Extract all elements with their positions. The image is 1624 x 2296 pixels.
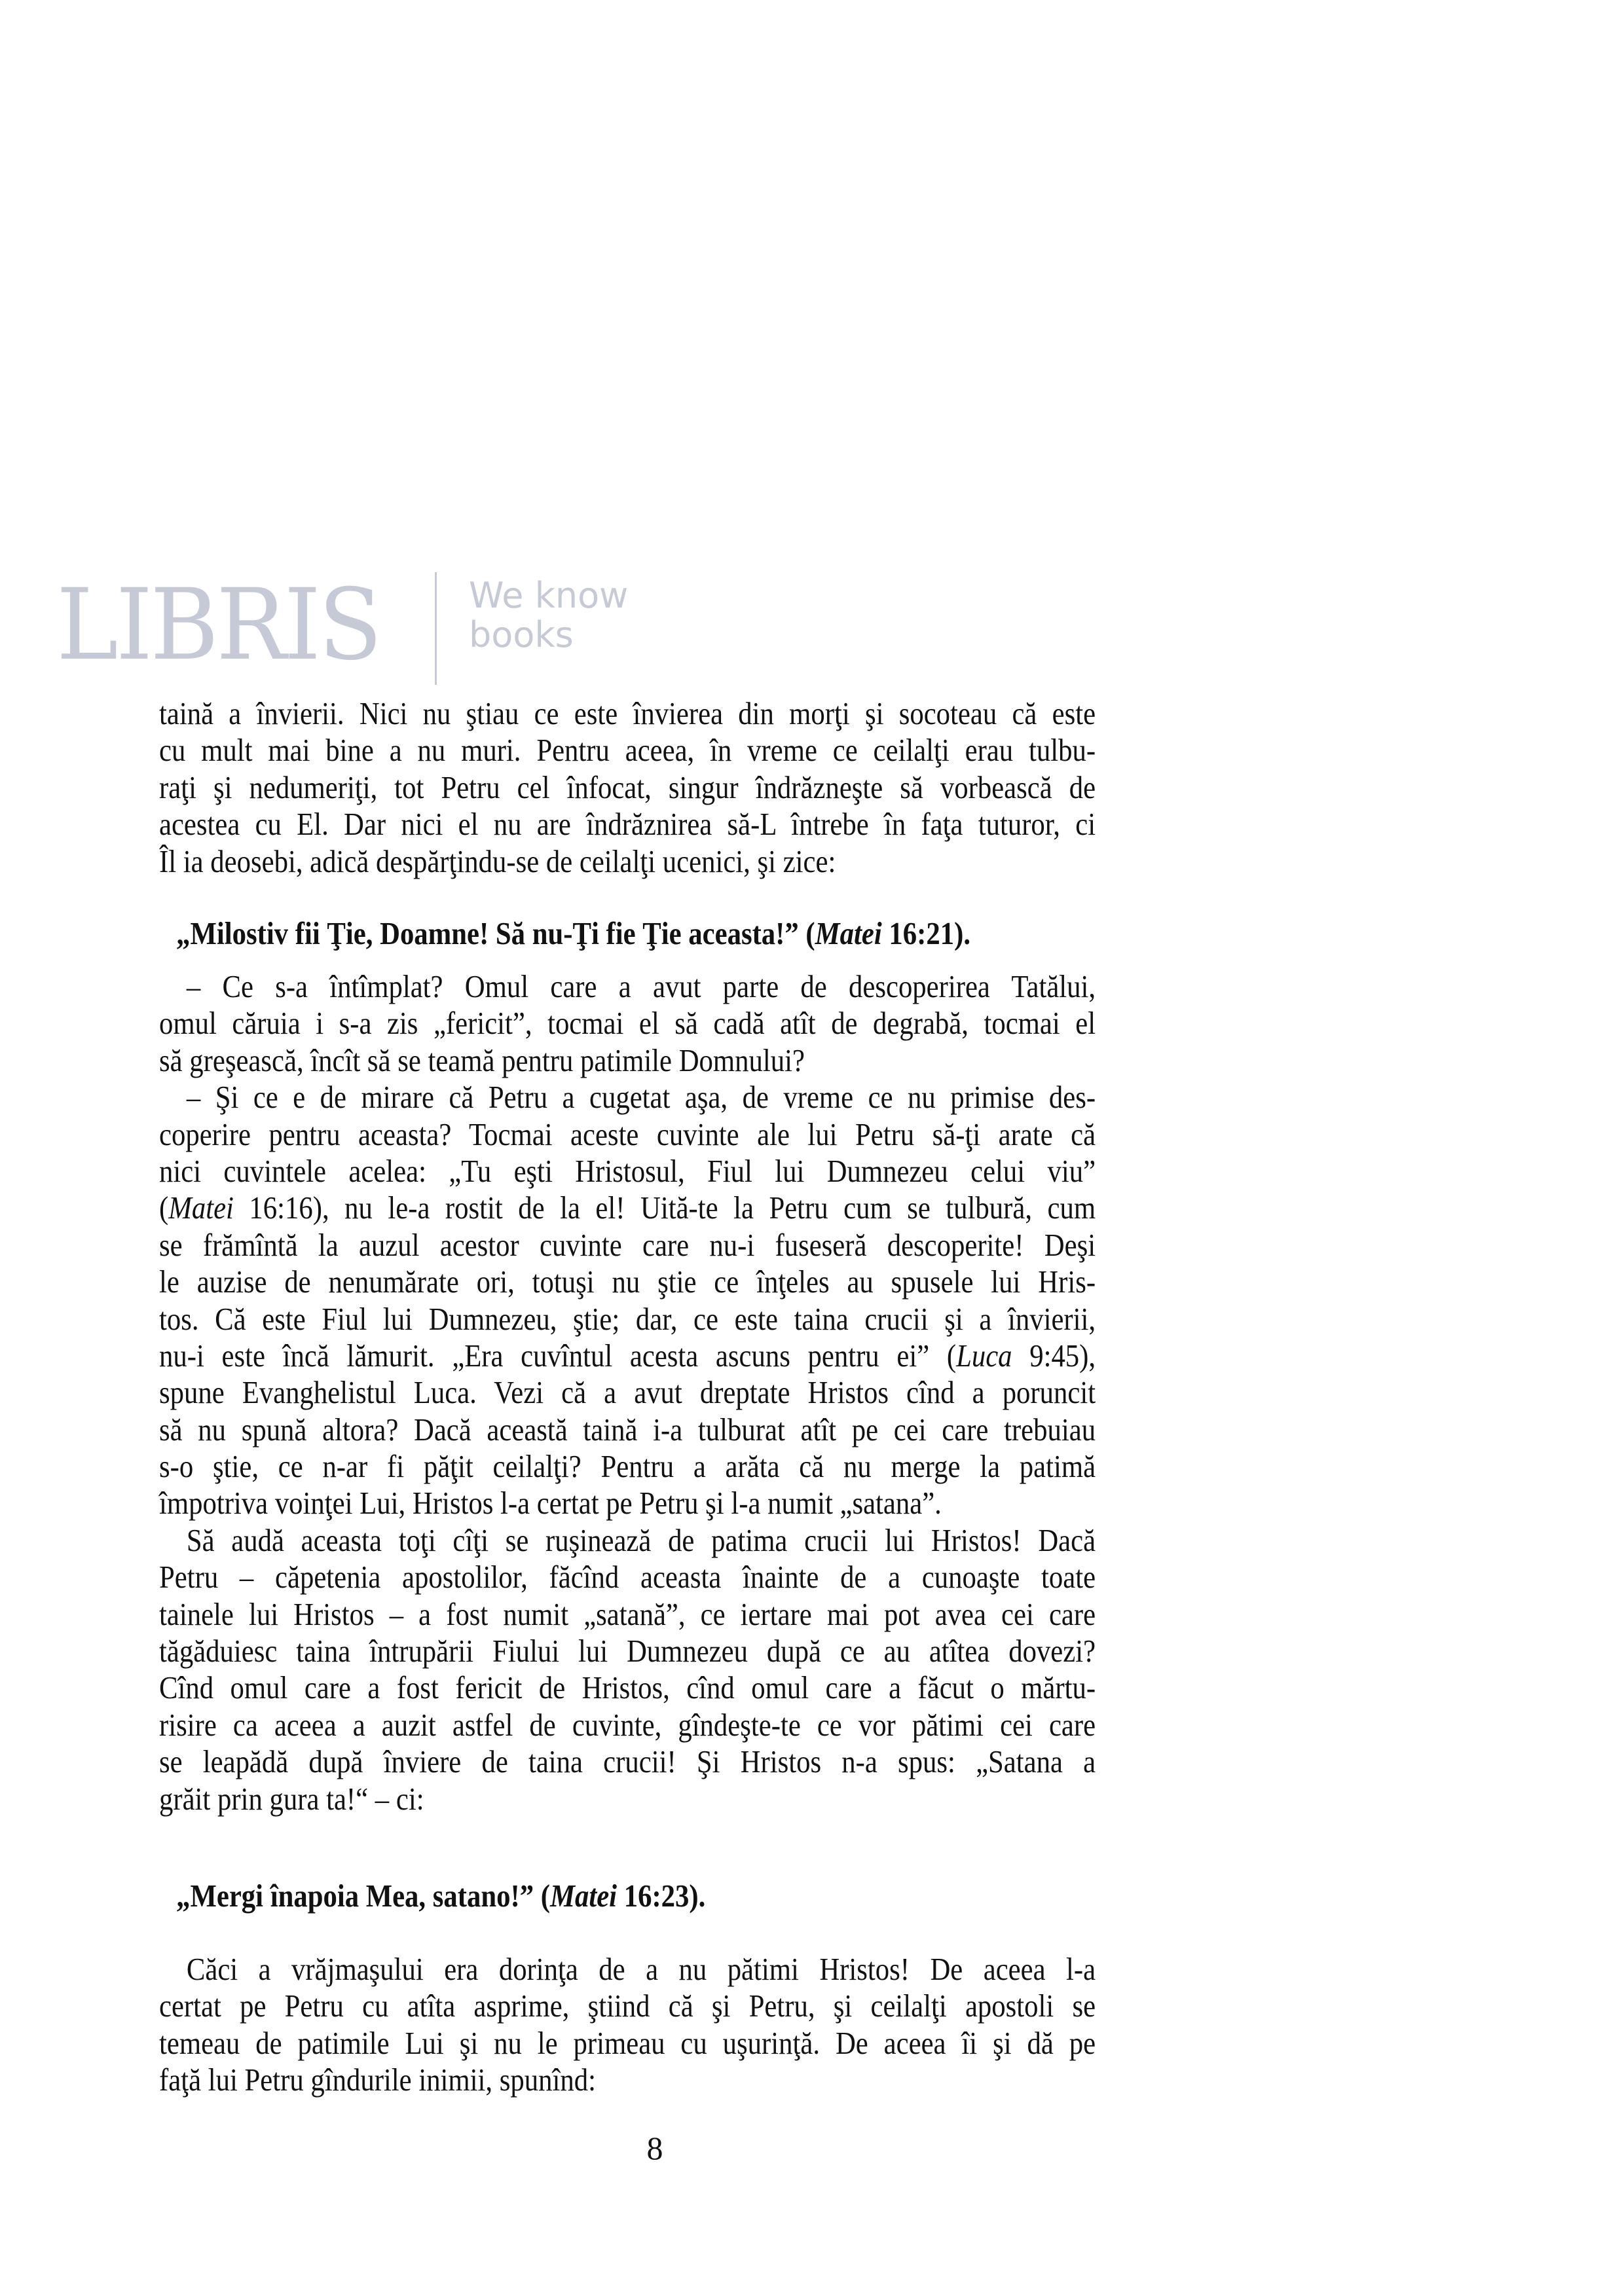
logo-tagline-line-2: books	[469, 614, 574, 655]
libris-watermark-logo	[56, 568, 672, 682]
text-run: omul căruia i s-a zis „fericit”, tocmai el să cadă atît de degrabă, tocmai el	[159, 1005, 1096, 1042]
text-run: le auzise de nenumărate ori, totuşi nu ştie ce înţeles au spusele lui Hris-	[159, 1264, 1096, 1300]
scripture-reference-italic: Luca	[956, 1337, 1012, 1374]
text-run: se leapădă după înviere de taina crucii! Şi Hristos n-a spus: „Satana a	[159, 1743, 1096, 1780]
text-run: nici cuvintele acelea: „Tu eşti Hristosul, Fiul lui Dumnezeu celui viu”	[159, 1152, 1096, 1189]
quote-1	[159, 915, 1096, 952]
quote-2	[159, 1878, 1096, 1914]
text-run: Îl ia deosebi, adică despărţindu-se de ceilalţi ucenici, şi zice:	[159, 843, 836, 879]
text-run: împotriva voinţei Lui, Hristos l-a certat pe Petru şi l-a numit „satana”.	[159, 1485, 942, 1522]
text-run: – Şi ce e de mirare că Petru a cugetat aşa, de vreme ce nu primise des-	[186, 1079, 1096, 1116]
text-line	[159, 1153, 1096, 1190]
text-run: să greşească, încît să se teamă pentru patimile Domnului?	[159, 1042, 805, 1078]
text-run: Să audă aceasta toţi cîţi se ruşinează de patima crucii lui Hristos! Dacă	[186, 1522, 1096, 1558]
logo-tagline	[469, 576, 628, 655]
text-line	[159, 769, 1096, 806]
text-line	[159, 1781, 1096, 1817]
logo-tagline-line-1: We know	[469, 575, 629, 616]
text-run: spune Evanghelistul Luca. Vezi că a avut dreptate Hristos cînd a poruncit	[159, 1374, 1096, 1411]
scripture-reference-italic: Matei	[168, 1190, 234, 1226]
text-line	[159, 968, 1096, 1005]
text-run: raţi şi nedumeriţi, tot Petru cel înfocat, singur îndrăzneşte să vorbească de	[159, 769, 1096, 805]
text-line	[159, 1743, 1096, 1780]
text-line	[159, 1988, 1096, 2024]
text-run: tăgăduiesc taina întrupării Fiului lui Dumnezeu după ce au atîtea dovezi?	[159, 1633, 1096, 1669]
text-line	[159, 1190, 1096, 1226]
text-run: – Ce s-a întîmplat? Omul care a avut parte de descoperirea Tatălui,	[186, 968, 1096, 1004]
paragraph-3	[159, 1951, 1096, 2099]
text-line	[159, 2025, 1096, 2062]
text-run: „Mergi înapoia Mea, satano!” (	[176, 1878, 550, 1914]
text-run: taină a învierii. Nici nu ştiau ce este învierea din morţi şi socoteau că este	[159, 695, 1096, 731]
page-number: 8	[646, 2130, 663, 2166]
logo-wordmark: LIBRIS	[56, 568, 380, 682]
text-run: 16:16), nu le-a rostit de la el! Uită-te la Petru cum se tulbură, cum	[233, 1190, 1096, 1226]
text-line	[159, 1079, 1096, 1116]
text-run: Petru – căpetenia apostolilor, făcînd aceasta înainte de a cunoaşte toate	[159, 1559, 1096, 1595]
text-line	[159, 843, 1096, 880]
text-line	[159, 1669, 1096, 1706]
text-run: coperire pentru aceasta? Tocmai aceste cuvinte ale lui Petru să-ţi arate că	[159, 1116, 1096, 1152]
text-run: se frămîntă la auzul acestor cuvinte care nu-i fuseseră descoperite! Deşi	[159, 1226, 1096, 1263]
text-line	[159, 1005, 1096, 1042]
text-line	[159, 1042, 1096, 1079]
text-line	[159, 1951, 1096, 1988]
text-line	[159, 1448, 1096, 1485]
text-line	[159, 1301, 1096, 1338]
text-line	[159, 2062, 1096, 2098]
text-run: 16:23).	[617, 1878, 706, 1914]
text-run: să nu spună altora? Dacă această taină i-a tulburat atît pe cei care trebuiau	[159, 1411, 1096, 1448]
text-run: cu mult mai bine a nu muri. Pentru aceea, în vreme ce ceilalţi erau tulbu-	[159, 732, 1096, 769]
text-run: s-o ştie, ce n-ar fi păţit ceilalţi? Pentru a arăta că nu merge la patimă	[159, 1448, 1096, 1485]
text-run: 16:21).	[881, 915, 971, 951]
text-run: temeau de patimile Lui şi nu le primeau cu uşurinţă. De aceea îi şi dă pe	[159, 2024, 1096, 2061]
paragraph-2	[159, 968, 1096, 1817]
text-run: tainele lui Hristos – a fost numit „satană”, ce iertare mai pot avea cei care	[159, 1595, 1096, 1632]
text-run: Cînd omul care a fost fericit de Hristos, cînd omul care a făcut o mărtu-	[159, 1669, 1096, 1706]
text-line	[159, 1707, 1096, 1743]
text-run: faţă lui Petru gîndurile inimii, spunînd:	[159, 2062, 596, 2098]
text-line	[159, 1116, 1096, 1153]
scripture-reference-italic: Matei	[549, 1878, 618, 1914]
text-line	[159, 695, 1096, 732]
text-run: acestea cu El. Dar nici el nu are îndrăznirea să-L întrebe în faţa tuturor, ci	[159, 806, 1096, 843]
text-line	[159, 1338, 1096, 1374]
text-run: tos. Că este Fiul lui Dumnezeu, ştie; dar, ce este taina crucii şi a învierii,	[159, 1300, 1096, 1337]
text-run: grăit prin gura ta!“ – ci:	[159, 1780, 424, 1817]
text-line	[159, 1559, 1096, 1595]
text-run: (	[159, 1190, 169, 1226]
paragraph-1	[159, 695, 1096, 880]
text-line	[159, 1264, 1096, 1300]
text-line	[159, 1227, 1096, 1264]
logo-divider	[435, 572, 437, 685]
text-line	[159, 1412, 1096, 1448]
text-line	[159, 1374, 1096, 1411]
text-line	[159, 732, 1096, 769]
text-line	[159, 1633, 1096, 1669]
text-line	[159, 1522, 1096, 1559]
text-line	[159, 1596, 1096, 1633]
text-line	[159, 1485, 1096, 1522]
text-run: risire ca aceea a auzit astfel de cuvinte, gîndeşte-te ce vor pătimi cei care	[159, 1706, 1096, 1743]
text-run: „Milostiv fii Ţie, Doamne! Să nu-Ţi fie Ţie aceasta!” (	[176, 915, 815, 951]
text-line	[159, 806, 1096, 843]
text-run: certat pe Petru cu atîta asprime, ştiind că şi Petru, şi ceilalţi apostoli se	[159, 1988, 1096, 2024]
text-run: nu-i este încă lămurit. „Era cuvîntul acesta ascuns pentru ei” (	[159, 1337, 957, 1374]
quote-line	[159, 915, 1096, 952]
text-run: 9:45),	[1012, 1337, 1096, 1374]
text-run: Căci a vrăjmaşului era dorinţa de a nu pătimi Hristos! De aceea l-a	[186, 1951, 1096, 1987]
quote-line	[159, 1878, 1096, 1914]
scripture-reference-italic: Matei	[815, 915, 882, 951]
